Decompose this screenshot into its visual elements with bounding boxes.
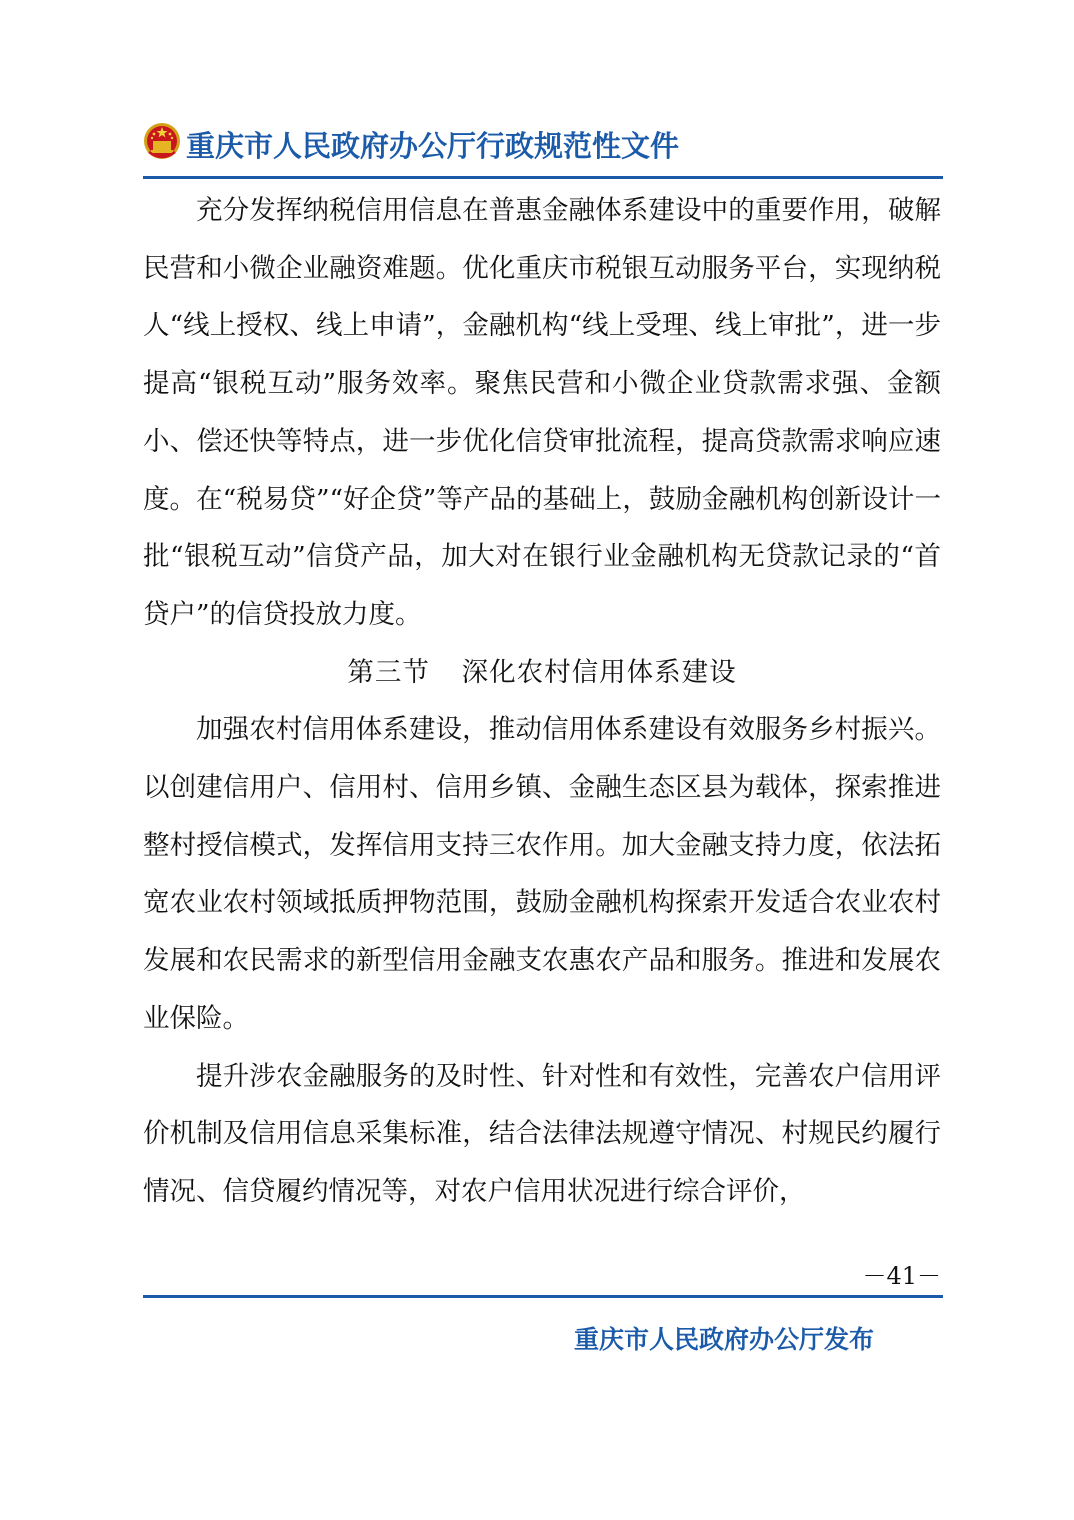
national-emblem-icon [143,122,181,162]
section-heading [143,644,941,702]
paragraph: 加强农村信用体系建设，推动信用体系建设有效服务乡村振兴。以创建信用户、信用村、信用乡镇、金融生态区县为载体，探索推进整村授信模式，发挥信用支持三农作用。加大金融支持力度，依法拓宽农业农村领域抵质押物范围，鼓励金融机构探索开发适合农业农村发展和农民需求的新型信用金融支农惠农产品和服务。推进和发展农业保险。 [143,714,941,1034]
section-title: 深化农村信用体系建设 [461,656,737,688]
footer-publisher: 重庆市人民政府办公厅发布 [574,1325,875,1354]
header-divider [143,176,943,179]
paragraph: 提升涉农金融服务的及时性、针对性和有效性，完善农户信用评价机制及信用信息采集标准，结合法律法规遵守情况、村规民约履行情况、信贷履约情况等，对农户信用状况进行综合评价， [143,1060,941,1207]
header-title: 重庆市人民政府办公厅行政规范性文件 [186,129,680,163]
section-number: 第三节 [347,656,430,688]
footer-divider [143,1295,943,1298]
document-body [143,182,941,1221]
paragraph: 充分发挥纳税信用信息在普惠金融体系建设中的重要作用，破解民营和小微企业融资难题。优化重庆市税银互动服务平台，实现纳税人“线上授权、线上申请”，金融机构“线上受理、线上审批”，进一步提高“银税互动”服务效率。聚焦民营和小微企业贷款需求强、金额小、偿还快等特点，进一步优化信贷审批流程，提高贷款需求响应速度。在“税易贷”“好企贷”等产品的基础上，鼓励金融机构创新设计一批“银税互动”信贷产品，加大对在银行业金融机构无贷款记录的“首贷户”的信贷投放力度。 [143,195,941,630]
page-number: －41－ [862,1262,941,1290]
document-header [143,118,943,176]
